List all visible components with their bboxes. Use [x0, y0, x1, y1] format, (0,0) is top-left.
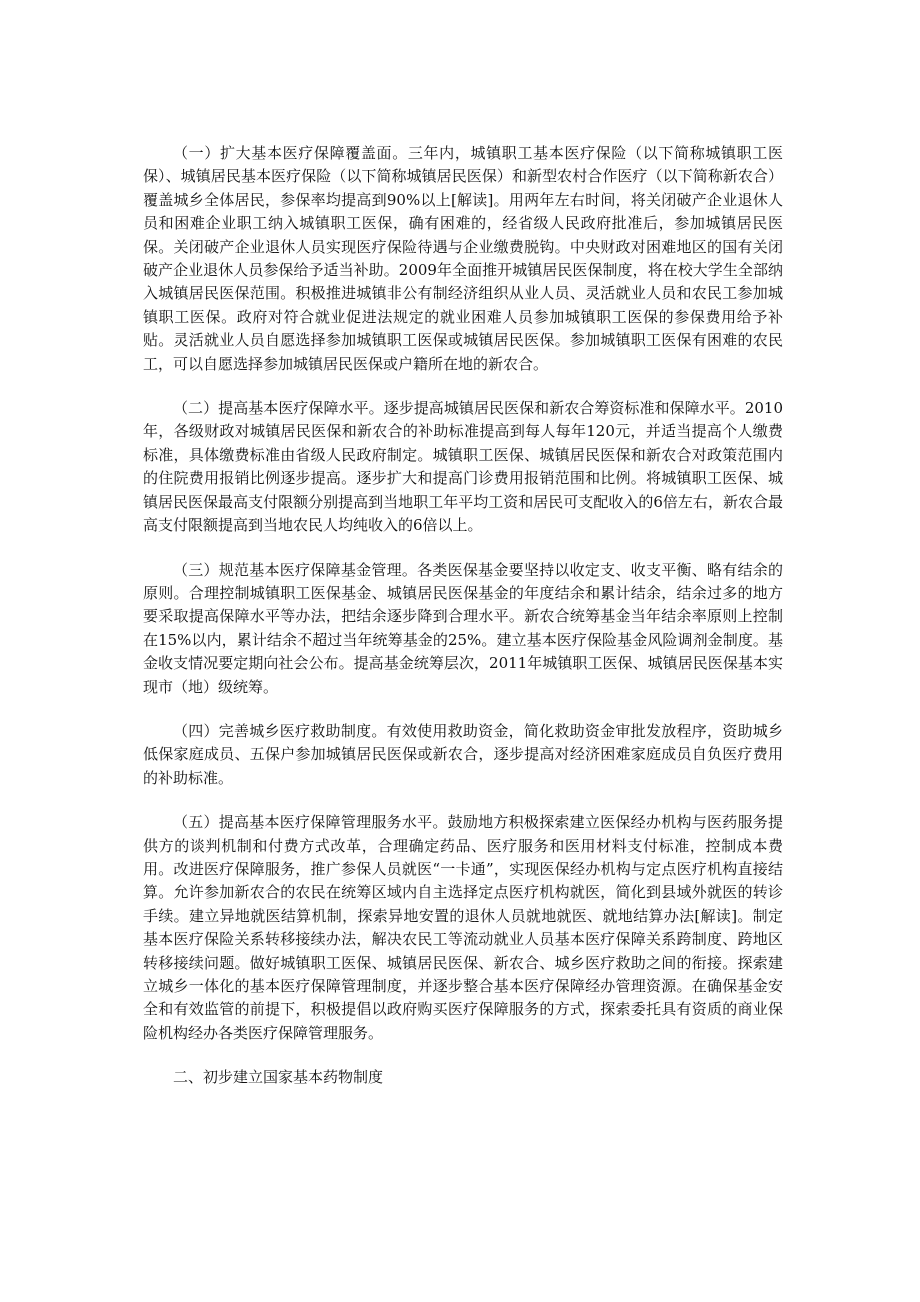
- paragraph-1: （一）扩大基本医疗保障覆盖面。三年内，城镇职工基本医疗保险（以下简称城镇职工医保）、城镇居民基本医疗保险（以下简称城镇居民医保）和新型农村合作医疗（以下简称新农合）覆盖城乡全体居民，参保率均提高到90%以上[解读]。用两年左右时间，将关闭破产企业退休人员和困难企业职工纳入城镇职工医保，确有困难的，经省级人民政府批准后，参加城镇居民医保。关闭破产企业退休人员实现医疗保险待遇与企业缴费脱钩。中央财政对困难地区的国有关闭破产企业退休人员参保给予适当补助。2009年全面推开城镇居民医保制度，将在校大学生全部纳入城镇居民医保范围。积极推进城镇非公有制经济组织从业人员、灵活就业人员和农民工参加城镇职工医保。政府对符合就业促进法规定的就业困难人员参加城镇职工医保的参保费用给予补贴。灵活就业人员自愿选择参加城镇职工医保或城镇居民医保。参加城镇职工医保有困难的农民工，可以自愿选择参加城镇居民医保或户籍所在地的新农合。: [143, 144, 783, 373]
- section-heading: 二、初步建立国家基本药物制度: [173, 1068, 384, 1087]
- paragraph-2: （二）提高基本医疗保障水平。逐步提高城镇居民医保和新农合筹资标准和保障水平。2010年，各级财政对城镇居民医保和新农合的补助标准提高到每人每年120元，并适当提高个人缴费标准，具体缴费标准由省级人民政府制定。城镇职工医保、城镇居民医保和新农合对政策范围内的住院费用报销比例逐步提高。逐步扩大和提高门诊费用报销范围和比例。将城镇职工医保、城镇居民医保最高支付限额分别提高到当地职工年平均工资和居民可支配收入的6倍左右，新农合最高支付限额提高到当地农民人均纯收入的6倍以上。: [143, 399, 783, 535]
- paragraph-5: （五）提高基本医疗保障管理服务水平。鼓励地方积极探索建立医保经办机构与医药服务提供方的谈判机制和付费方式改革，合理确定药品、医疗服务和医用材料支付标准，控制成本费用。改进医疗保障服务，推广参保人员就医“一卡通”，实现医保经办机构与定点医疗机构直接结算。允许参加新农合的农民在统筹区域内自主选择定点医疗机构就医，简化到县域外就医的转诊手续。建立异地就医结算机制，探索异地安置的退休人员就地就医、就地结算办法[解读]。制定基本医疗保险关系转移接续办法，解决农民工等流动就业人员基本医疗保障关系跨制度、跨地区转移接续问题。做好城镇职工医保、城镇居民医保、新农合、城乡医疗救助之间的衔接。探索建立城乡一体化的基本医疗保障管理制度，并逐步整合基本医疗保障经办管理资源。在确保基金安全和有效监管的前提下，积极提倡以政府购买医疗保障服务的方式，探索委托具有资质的商业保险机构经办各类医疗保障管理服务。: [143, 813, 783, 1042]
- document-page: [143, 142, 783, 1090]
- paragraph-4: （四）完善城乡医疗救助制度。有效使用救助资金，简化救助资金审批发放程序，资助城乡低保家庭成员、五保户参加城镇居民医保或新农合，逐步提高对经济困难家庭成员自负医疗费用的补助标准。: [143, 721, 783, 787]
- paragraph-3: （三）规范基本医疗保障基金管理。各类医保基金要坚持以收定支、收支平衡、略有结余的原则。合理控制城镇职工医保基金、城镇居民医保基金的年度结余和累计结余，结余过多的地方要采取提高保障水平等办法，把结余逐步降到合理水平。新农合统筹基金当年结余率原则上控制在15%以内，累计结余不超过当年统筹基金的25%。建立基本医疗保险基金风险调剂金制度。基金收支情况要定期向社会公布。提高基金统筹层次，2011年城镇职工医保、城镇居民医保基本实现市（地）级统筹。: [143, 560, 783, 696]
